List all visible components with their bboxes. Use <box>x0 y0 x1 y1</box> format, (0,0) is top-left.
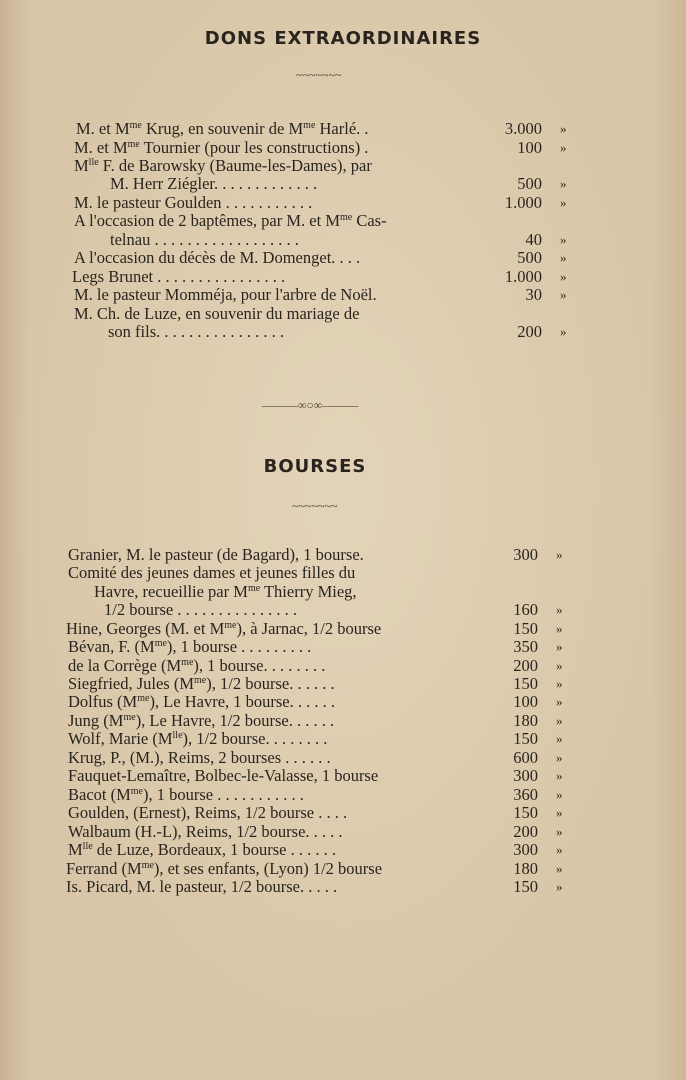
dons-row-mark: » <box>560 287 567 302</box>
dons-row-mark: » <box>560 176 567 191</box>
bourses-row-amount: 160 <box>513 600 538 619</box>
dons-row-mark: » <box>560 195 567 210</box>
bourses-row-amount: 100 <box>513 692 538 711</box>
dons-row-amount: 1.000 <box>504 193 542 212</box>
bourses-row-amount: 300 <box>513 766 538 785</box>
bourses-row <box>0 619 686 638</box>
dons-row <box>0 138 686 157</box>
dons-row-amount: 30 <box>525 285 542 304</box>
dons-row <box>0 248 686 267</box>
bourses-row-text: $M^{lle}$ de Luze, Bordeaux, 1 bourse . . . . . . <box>68 840 336 859</box>
bourses-row <box>0 711 686 730</box>
bourses-row-amount: 150 <box>513 619 538 638</box>
dons-row-text: son fils. . . . . . . . . . . . . . . . <box>108 322 285 341</box>
bourses-row-mark: » <box>556 879 563 894</box>
dons-row-mark: » <box>560 140 567 155</box>
bourses-row-mark: » <box>556 621 563 636</box>
bourses-row-text: Havre, recueillie par $M^{me}$ Thierry Mieg, <box>94 582 357 601</box>
bourses-row-text: Dolfus $(M^{me})$, Le Havre, 1 bourse. . . . . . <box>68 692 336 711</box>
bourses-row-amount: 150 <box>513 877 538 896</box>
bourses-row-mark: » <box>556 787 563 802</box>
dons-row-amount: 100 <box>517 138 542 157</box>
bourses-row-amount: 200 <box>513 822 538 841</box>
section-separator: ———∞○∞——— <box>262 398 359 412</box>
bourses-row <box>0 656 686 675</box>
bourses-row <box>0 674 686 693</box>
bourses-row-mark: » <box>556 547 563 562</box>
bourses-row-mark: » <box>556 694 563 709</box>
bourses-row <box>0 600 686 619</box>
dons-row-mark: » <box>560 324 567 339</box>
dons-row-text: M. Herr Ziégler. . . . . . . . . . . . . <box>110 174 318 193</box>
dons-row <box>0 285 686 304</box>
bourses-row-amount: 150 <box>513 674 538 693</box>
bourses-row <box>0 859 686 878</box>
bourses-row-text: Ferrand $(M^{me})$, et ses enfants, (Lyon) 1/2 bourse <box>66 859 383 878</box>
bourses-row <box>0 692 686 711</box>
dons-row-text: M. le pasteur Goulden . . . . . . . . . . . <box>74 193 313 212</box>
dons-row-text: Legs Brunet . . . . . . . . . . . . . . . . <box>72 267 286 286</box>
dons-row <box>0 119 686 138</box>
bourses-row-mark: » <box>556 602 563 617</box>
bourses-row-text: Krug, P., (M.), Reims, 2 bourses . . . . . . <box>68 748 331 767</box>
bourses-row <box>0 766 686 785</box>
bourses-row <box>0 748 686 767</box>
bourses-row-mark: » <box>556 824 563 839</box>
bourses-row-mark: » <box>556 713 563 728</box>
bourses-row <box>0 729 686 748</box>
dons-row-mark: » <box>560 121 567 136</box>
dons-row-amount: 500 <box>517 174 542 193</box>
dons-row <box>0 211 686 230</box>
bourses-row-text: Is. Picard, M. le pasteur, 1/2 bourse. . . . . <box>66 877 338 896</box>
bourses-row-amount: 350 <box>513 637 538 656</box>
bourses-row <box>0 563 686 582</box>
bourses-row-text: Bacot $(M^{me})$, 1 bourse . . . . . . . . . . . <box>68 785 304 804</box>
bourses-row-text: Jung $(M^{me})$, Le Havre, 1/2 bourse. . . . . . <box>68 711 335 730</box>
bourses-row <box>0 803 686 822</box>
dons-row-amount: 500 <box>517 248 542 267</box>
bourses-row-amount: 180 <box>513 859 538 878</box>
bourses-row-text: Granier, M. le pasteur (de Bagard), 1 bourse. <box>68 545 364 564</box>
dons-row-text: M. Ch. de Luze, en souvenir du mariage de <box>74 304 360 323</box>
bourses-row <box>0 582 686 601</box>
bourses-row <box>0 877 686 896</box>
bourses-row-mark: » <box>556 750 563 765</box>
dons-row <box>0 174 686 193</box>
dons-row-amount: 1.000 <box>504 267 542 286</box>
bourses-row-amount: 200 <box>513 656 538 675</box>
bourses-row-text: Comité des jeunes dames et jeunes filles du <box>68 563 356 582</box>
bourses-row-mark: » <box>556 731 563 746</box>
section-title-dons: DONS EXTRAORDINAIRES <box>204 28 482 49</box>
dons-row-amount: 40 <box>525 230 542 249</box>
bourses-row <box>0 637 686 656</box>
bourses-row-amount: 300 <box>513 545 538 564</box>
bourses-row-amount: 360 <box>513 785 538 804</box>
dons-row-text: M. et $M^{me}$ Tournier (pour les constructions) . <box>74 138 369 157</box>
bourses-row-text: Wolf, Marie $(M^{lle})$, 1/2 bourse. . . . . . . . <box>68 729 328 748</box>
bourses-row <box>0 822 686 841</box>
bourses-row-amount: 600 <box>513 748 538 767</box>
bourses-row-mark: » <box>556 658 563 673</box>
bourses-row-text: Goulden, (Ernest), Reims, 1/2 bourse . . . . <box>68 803 348 822</box>
dons-row-text: M. le pasteur Momméja, pour l'arbre de Noël. <box>74 285 377 304</box>
bourses-row-mark: » <box>556 639 563 654</box>
dons-row <box>0 230 686 249</box>
bourses-row-text: Fauquet-Lemaître, Bolbec-le-Valasse, 1 bourse <box>68 766 379 785</box>
dons-row <box>0 304 686 323</box>
dons-row-text: A l'occasion du décès de M. Domenget. . . . <box>74 248 361 267</box>
dons-row <box>0 267 686 286</box>
dons-row-amount: 3.000 <box>504 119 542 138</box>
dons-row <box>0 193 686 212</box>
dons-row-mark: » <box>560 232 567 247</box>
bourses-row-amount: 150 <box>513 803 538 822</box>
dons-row <box>0 156 686 175</box>
bourses-row-text: 1/2 bourse . . . . . . . . . . . . . . . <box>104 600 297 619</box>
bourses-row-mark: » <box>556 805 563 820</box>
section-title-bourses: BOURSES <box>263 456 367 477</box>
bourses-row-text: de la Corrège $(M^{me})$, 1 bourse. . . . . . . . <box>68 656 326 675</box>
bourses-row-text: Hine, Georges (M. et $M^{me}$), à Jarnac, 1/2 bourse <box>66 619 382 638</box>
bourses-row <box>0 840 686 859</box>
dons-row-mark: » <box>560 269 567 284</box>
bourses-row-mark: » <box>556 676 563 691</box>
bourses-row-text: Siegfried, Jules $(M^{me})$, 1/2 bourse. . . . . . <box>68 674 335 693</box>
bourses-row-mark: » <box>556 842 563 857</box>
ornament-bourses: ~~~~~~~ <box>292 499 338 513</box>
ornament-dons: ~~~~~~~ <box>296 68 342 82</box>
bourses-row-mark: » <box>556 861 563 876</box>
bourses-row-mark: » <box>556 768 563 783</box>
bourses-row-text: Walbaum (H.-L), Reims, 1/2 bourse. . . . . <box>68 822 343 841</box>
dons-row-text: M. et $M^{me}$ Krug, en souvenir de $M^{me}$ Harlé. . <box>76 119 369 138</box>
dons-row-text: $M^{lle}$ F. de Barowsky (Baume-les-Dames), par <box>74 156 372 175</box>
dons-row-amount: 200 <box>517 322 542 341</box>
dons-row <box>0 322 686 341</box>
bourses-row <box>0 785 686 804</box>
bourses-row <box>0 545 686 564</box>
bourses-row-text: Bévan, F. $(M^{me})$, 1 bourse . . . . . . . . . <box>68 637 312 656</box>
bourses-row-amount: 180 <box>513 711 538 730</box>
bourses-row-amount: 150 <box>513 729 538 748</box>
dons-row-mark: » <box>560 250 567 265</box>
bourses-row-amount: 300 <box>513 840 538 859</box>
dons-row-text: A l'occasion de 2 baptêmes, par M. et $M^{me}$ Cas- <box>74 211 387 230</box>
dons-row-text: telnau . . . . . . . . . . . . . . . . . . <box>110 230 299 249</box>
